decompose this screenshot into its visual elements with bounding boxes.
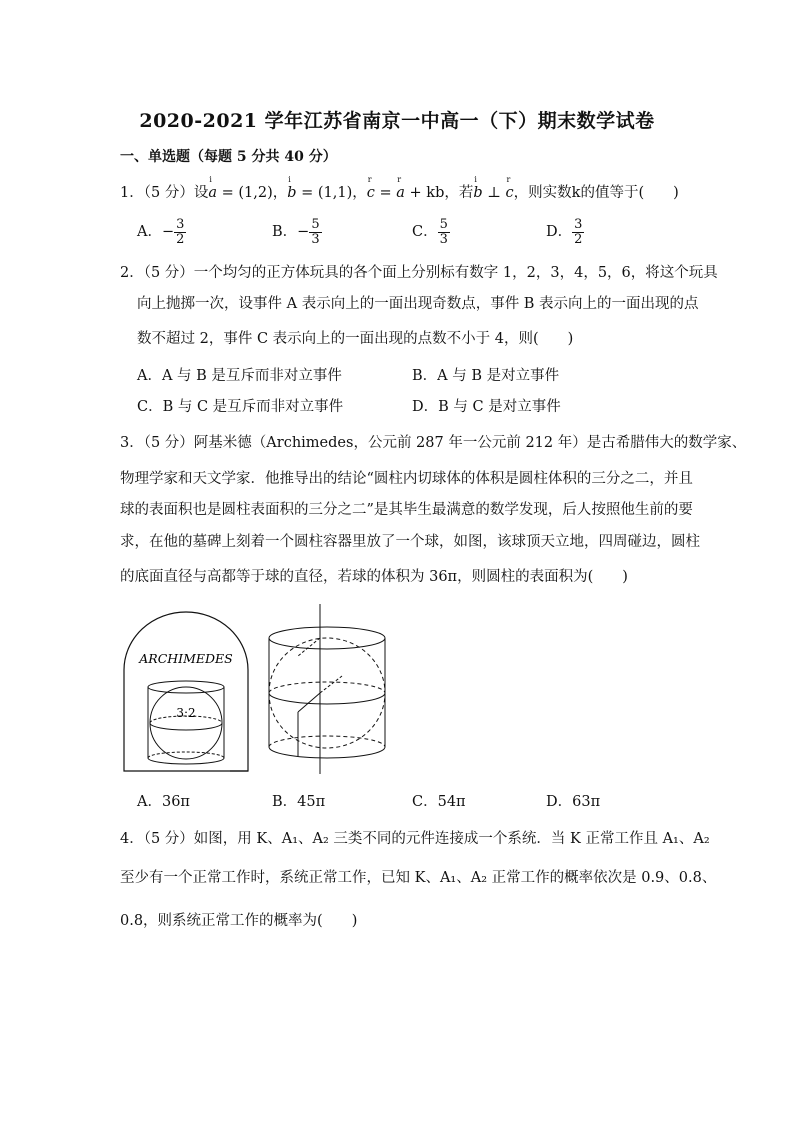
- q3-line-4: 求，在他的墓碑上刻着一个圆柱容器里放了一个球，如图，该球顶天立地，四周碰边，圆柱: [120, 534, 700, 550]
- q2-option-b: B．A 与 B 是对立事件: [412, 368, 560, 384]
- q4-line-2: 至少有一个正常工作时，系统正常工作，已知 K、A₁、A₂ 正常工作的概率依次是 0.9、0.8、: [120, 870, 717, 886]
- q3-line-1: 3．（5 分）阿基米德（Archimedes，公元前 287 年一公元前 212 年）是古希腊伟大的数学家、: [120, 435, 747, 451]
- q2-line-3: 数不超过 2，事件 C 表示向上的一面出现的点数不小于 4，则( ): [137, 331, 574, 347]
- ratio-label: 3:2: [176, 706, 196, 720]
- q3-option-c: C．54π: [412, 794, 466, 810]
- q2-option-a: A．A 与 B 是互斥而非对立事件: [137, 368, 342, 384]
- q3-line-3: 球的表面积也是圆柱表面积的三分之二”是其毕生最满意的数学发现，后人按照他生前的要: [120, 502, 693, 518]
- q1-option-a: A．− $\frac{3}{2}$: [137, 217, 185, 247]
- q1-option-b: B．− $\frac{5}{3}$: [272, 217, 320, 247]
- q3-option-b: B．45π: [272, 794, 326, 810]
- q2-line-1: 2．（5 分）一个均匀的正方体玩具的各个面上分别标有数字 1，2，3，4，5，6，将这个玩具: [120, 265, 718, 281]
- q3-option-a: A．36π: [137, 794, 190, 810]
- q3-option-d: D．63π: [546, 794, 601, 810]
- q3-line-2: 物理学家和天文学家．他推导出的结论“圆柱内切球体的体积是圆柱体积的三分之二，并且: [120, 471, 693, 487]
- q2-option-d: D．B 与 C 是对立事件: [412, 399, 561, 415]
- q4-line-1: 4．（5 分）如图，用 K、A₁、A₂ 三类不同的元件连接成一个系统．当 K 正常工作且 A₁、A₂: [120, 831, 710, 847]
- q1-option-d: D． $\frac{3}{2}$: [546, 217, 583, 247]
- q2-option-c: C．B 与 C 是互斥而非对立事件: [137, 399, 344, 415]
- cylinder-sphere-figure: [262, 604, 392, 776]
- q4-line-3: 0.8，则系统正常工作的概率为( ): [120, 913, 358, 929]
- tombstone-figure: [120, 608, 255, 774]
- page-title: 2020-2021 学年江苏省南京一中高一（下）期末数学试卷: [139, 110, 655, 132]
- q1-option-c: C． $\frac{5}{3}$: [412, 217, 448, 247]
- q3-line-5: 的底面直径与高都等于球的直径，若球的体积为 36π，则圆柱的表面积为( ): [120, 569, 628, 585]
- q2-line-2: 向上抛掷一次，设事件 A 表示向上的一面出现奇数点，事件 B 表示向上的一面出现的点: [137, 296, 699, 312]
- archimedes-label: ARCHIMEDES: [139, 651, 233, 666]
- question-1: 1．（5 分）设i a = (1,2)，i b = (1,1)，r c = r a + kb，若i b ⊥ r c，则实数k的值等于( ): [120, 181, 679, 202]
- section-heading: 一、单选题（每题 5 分共 40 分）: [120, 149, 337, 165]
